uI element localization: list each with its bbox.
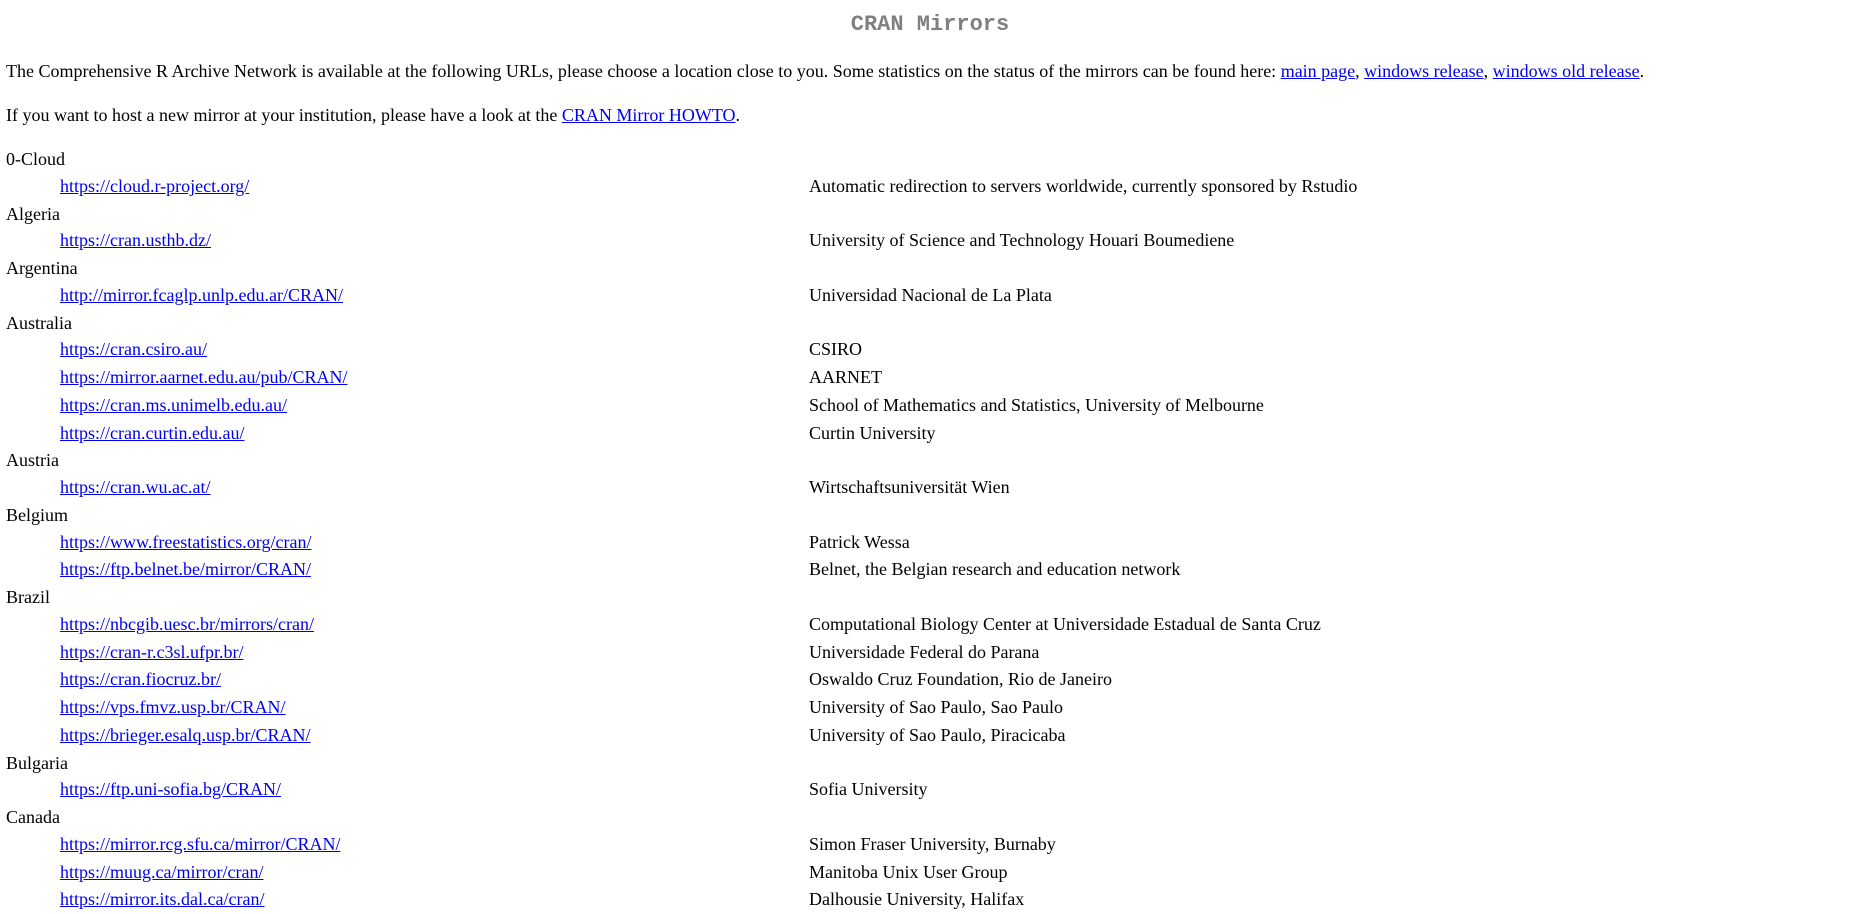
mirror-host-name: Oswaldo Cruz Foundation, Rio de Janeiro bbox=[809, 669, 1112, 690]
country-heading: Algeria bbox=[6, 203, 60, 224]
mirror-host-name: Manitoba Unix User Group bbox=[809, 861, 1008, 882]
mirror-url-link[interactable]: https://cran-r.c3sl.ufpr.br/ bbox=[60, 641, 244, 662]
mirror-url-link[interactable]: https://ftp.uni-sofia.bg/CRAN/ bbox=[60, 779, 282, 800]
mirror-host-name: University of Sao Paulo, Sao Paulo bbox=[809, 697, 1063, 717]
mirror-row bbox=[6, 420, 1854, 448]
country-heading: Bulgaria bbox=[6, 752, 68, 773]
howto-paragraph bbox=[6, 103, 1854, 127]
mirror-host-name: Simon Fraser University, Burnaby bbox=[809, 833, 1056, 854]
mirror-url-link[interactable]: https://mirror.rcg.sfu.ca/mirror/CRAN/ bbox=[60, 833, 341, 854]
mirror-row bbox=[6, 227, 1854, 255]
mirror-row bbox=[6, 666, 1854, 694]
separator: , bbox=[1355, 61, 1365, 81]
mirror-host-name: University of Science and Technology Houari Boumediene bbox=[809, 230, 1235, 251]
mirror-row bbox=[6, 336, 1854, 364]
mirror-row bbox=[6, 694, 1854, 722]
country-heading: Austria bbox=[6, 450, 59, 471]
mirror-url-link[interactable]: https://vps.fmvz.usp.br/CRAN/ bbox=[60, 697, 286, 717]
country-heading: Canada bbox=[6, 807, 60, 827]
howto-text: If you want to host a new mirror at your institution, please have a look at the bbox=[6, 105, 562, 125]
intro-paragraph bbox=[6, 59, 1854, 83]
main-page-link[interactable]: main page bbox=[1280, 61, 1356, 81]
intro-text: The Comprehensive R Archive Network is available at the following URLs, please choose a location close to you. Some statistics on the status of the mirrors can be found here: bbox=[6, 61, 1281, 81]
mirror-row bbox=[6, 611, 1854, 639]
mirror-url-link[interactable]: https://cran.wu.ac.at/ bbox=[60, 477, 211, 497]
cran-mirror-howto-link[interactable]: CRAN Mirror HOWTO bbox=[561, 105, 736, 125]
mirror-url-link[interactable]: https://cloud.r-project.org/ bbox=[60, 175, 250, 196]
howto-end: . bbox=[735, 105, 741, 125]
mirror-row bbox=[6, 556, 1854, 584]
mirror-url-link[interactable]: https://www.freestatistics.org/cran/ bbox=[60, 531, 312, 552]
mirror-host-name: Universidade Federal do Parana bbox=[809, 641, 1040, 662]
mirror-url-link[interactable]: https://muug.ca/mirror/cran/ bbox=[60, 861, 264, 882]
mirror-host-name: Wirtschaftsuniversität Wien bbox=[809, 477, 1010, 497]
mirror-url-link[interactable]: https://cran.curtin.edu.au/ bbox=[60, 422, 245, 443]
mirror-host-name: Universidad Nacional de La Plata bbox=[809, 284, 1052, 305]
mirror-row bbox=[6, 776, 1854, 804]
mirror-row bbox=[6, 831, 1854, 859]
country-heading: Belgium bbox=[6, 504, 68, 525]
mirror-row bbox=[6, 639, 1854, 667]
mirror-row bbox=[6, 173, 1854, 201]
mirror-host-name: AARNET bbox=[809, 367, 882, 387]
mirror-row bbox=[6, 722, 1854, 750]
mirror-row bbox=[6, 474, 1854, 502]
page-title: CRAN Mirrors bbox=[850, 12, 1010, 37]
mirror-url-link[interactable]: https://cran.csiro.au/ bbox=[60, 339, 207, 360]
mirror-row bbox=[6, 282, 1854, 310]
country-heading: Australia bbox=[6, 312, 72, 333]
mirror-url-link[interactable]: https://cran.usthb.dz/ bbox=[60, 230, 211, 251]
mirror-host-name: Dalhousie University, Halifax bbox=[809, 889, 1025, 910]
mirror-host-name: Sofia University bbox=[809, 779, 928, 800]
country-heading: Brazil bbox=[6, 587, 50, 607]
mirror-url-link[interactable]: https://brieger.esalq.usp.br/CRAN/ bbox=[60, 724, 311, 745]
windows-old-release-link[interactable]: windows old release bbox=[1492, 61, 1640, 81]
intro-end: . bbox=[1639, 61, 1645, 81]
country-heading: 0-Cloud bbox=[6, 149, 66, 169]
mirror-row bbox=[6, 859, 1854, 887]
mirror-url-link[interactable]: https://mirror.aarnet.edu.au/pub/CRAN/ bbox=[60, 367, 348, 387]
mirror-url-link[interactable]: https://cran.ms.unimelb.edu.au/ bbox=[60, 394, 287, 415]
mirror-host-name: CSIRO bbox=[809, 339, 863, 360]
mirror-url-link[interactable]: https://mirror.its.dal.ca/cran/ bbox=[60, 889, 265, 910]
mirror-row bbox=[6, 364, 1854, 392]
mirror-row bbox=[6, 529, 1854, 557]
mirror-host-name: Automatic redirection to servers worldwide, currently sponsored by Rstudio bbox=[809, 175, 1358, 196]
mirror-host-name: University of Sao Paulo, Piracicaba bbox=[809, 724, 1066, 745]
mirror-host-name: Patrick Wessa bbox=[809, 531, 910, 552]
mirror-host-name: School of Mathematics and Statistics, University of Melbourne bbox=[809, 394, 1264, 415]
mirror-row bbox=[6, 392, 1854, 420]
separator: , bbox=[1483, 61, 1493, 81]
mirror-list bbox=[6, 146, 1854, 914]
country-heading: Argentina bbox=[6, 258, 78, 278]
mirror-row bbox=[6, 886, 1854, 914]
mirror-url-link[interactable]: https://cran.fiocruz.br/ bbox=[60, 669, 221, 690]
mirror-url-link[interactable]: https://ftp.belnet.be/mirror/CRAN/ bbox=[60, 559, 311, 580]
mirror-host-name: Computational Biology Center at Universidade Estadual de Santa Cruz bbox=[809, 613, 1321, 634]
mirror-host-name: Belnet, the Belgian research and education network bbox=[809, 559, 1181, 580]
mirror-host-name: Curtin University bbox=[809, 422, 936, 443]
mirror-url-link[interactable]: https://nbcgib.uesc.br/mirrors/cran/ bbox=[60, 613, 314, 634]
windows-release-link[interactable]: windows release bbox=[1364, 61, 1484, 81]
mirror-url-link[interactable]: http://mirror.fcaglp.unlp.edu.ar/CRAN/ bbox=[60, 284, 343, 305]
